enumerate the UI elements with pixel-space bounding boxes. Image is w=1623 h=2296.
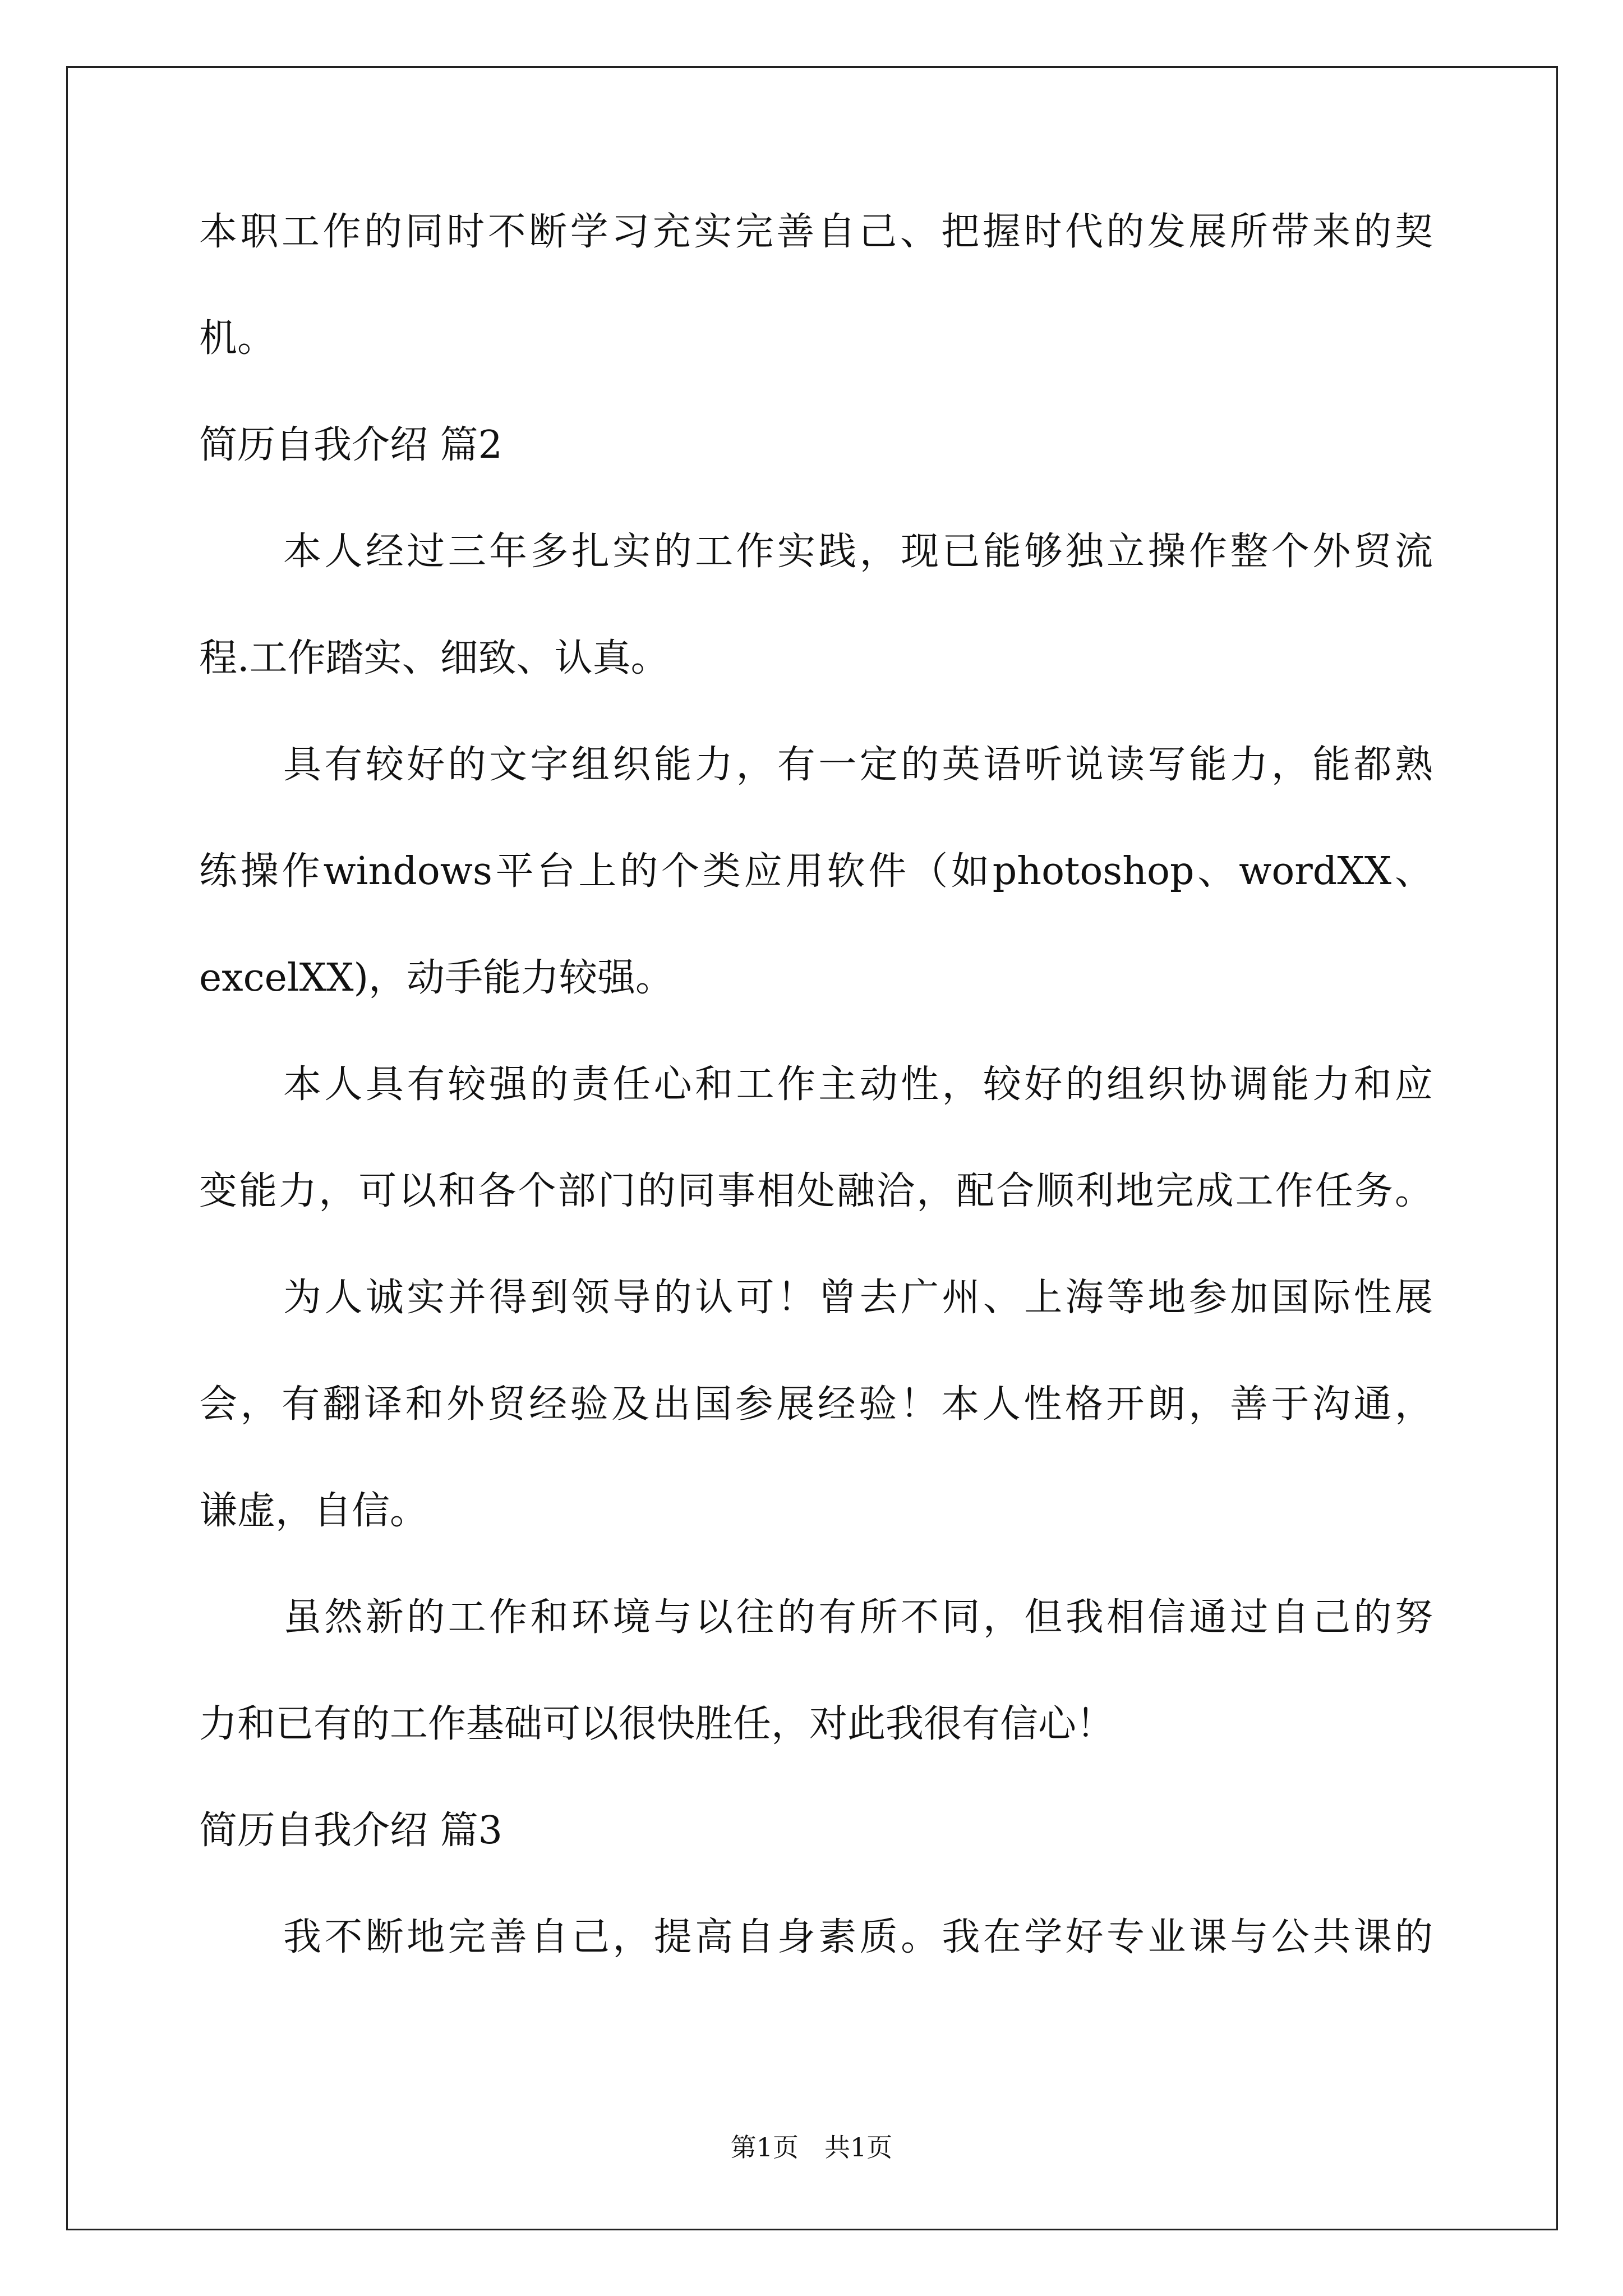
page-number-footer: 第1页 共1页 xyxy=(730,2132,893,2162)
section-heading: 简历自我介绍 篇3 xyxy=(199,1809,502,1853)
paragraph-line: 力和已有的工作基础可以很快胜任，对此我很有信心！ xyxy=(199,1702,1115,1746)
section-heading: 简历自我介绍 篇2 xyxy=(199,423,502,467)
paragraph-line: 具有较好的文字组织能力，有一定的英语听说读写能力，能都熟 xyxy=(283,743,1433,787)
paragraph-line: 本人经过三年多扎实的工作实践，现已能够独立操作整个外贸流 xyxy=(283,530,1433,574)
paragraph-line: 虽然新的工作和环境与以往的有所不同，但我相信通过自己的努 xyxy=(283,1595,1433,1640)
paragraph-line: 谦虚，自信。 xyxy=(199,1489,428,1533)
paragraph-line: excelXX)，动手能力较强。 xyxy=(199,956,674,1000)
page-border xyxy=(66,66,1558,2230)
paragraph-line: 本职工作的同时不断学习充实完善自己、把握时代的发展所带来的契 xyxy=(199,210,1433,254)
paragraph-line: 我不断地完善自己，提高自身素质。我在学好专业课与公共课的 xyxy=(283,1915,1433,1959)
paragraph-line: 程.工作踏实、细致、认真。 xyxy=(199,636,669,680)
paragraph-line: 机。 xyxy=(199,316,276,361)
paragraph-line: 本人具有较强的责任心和工作主动性，较好的组织协调能力和应 xyxy=(283,1062,1433,1107)
paragraph-line: 为人诚实并得到领导的认可！曾去广州、上海等地参加国际性展 xyxy=(283,1276,1433,1320)
paragraph-line: 练操作windows平台上的个类应用软件（如photoshop、wordXX、 xyxy=(199,849,1433,894)
paragraph-line: 变能力，可以和各个部门的同事相处融洽，配合顺利地完成工作任务。 xyxy=(199,1169,1433,1213)
paragraph-line: 会，有翻译和外贸经验及出国参展经验！本人性格开朗，善于沟通， xyxy=(199,1382,1433,1427)
